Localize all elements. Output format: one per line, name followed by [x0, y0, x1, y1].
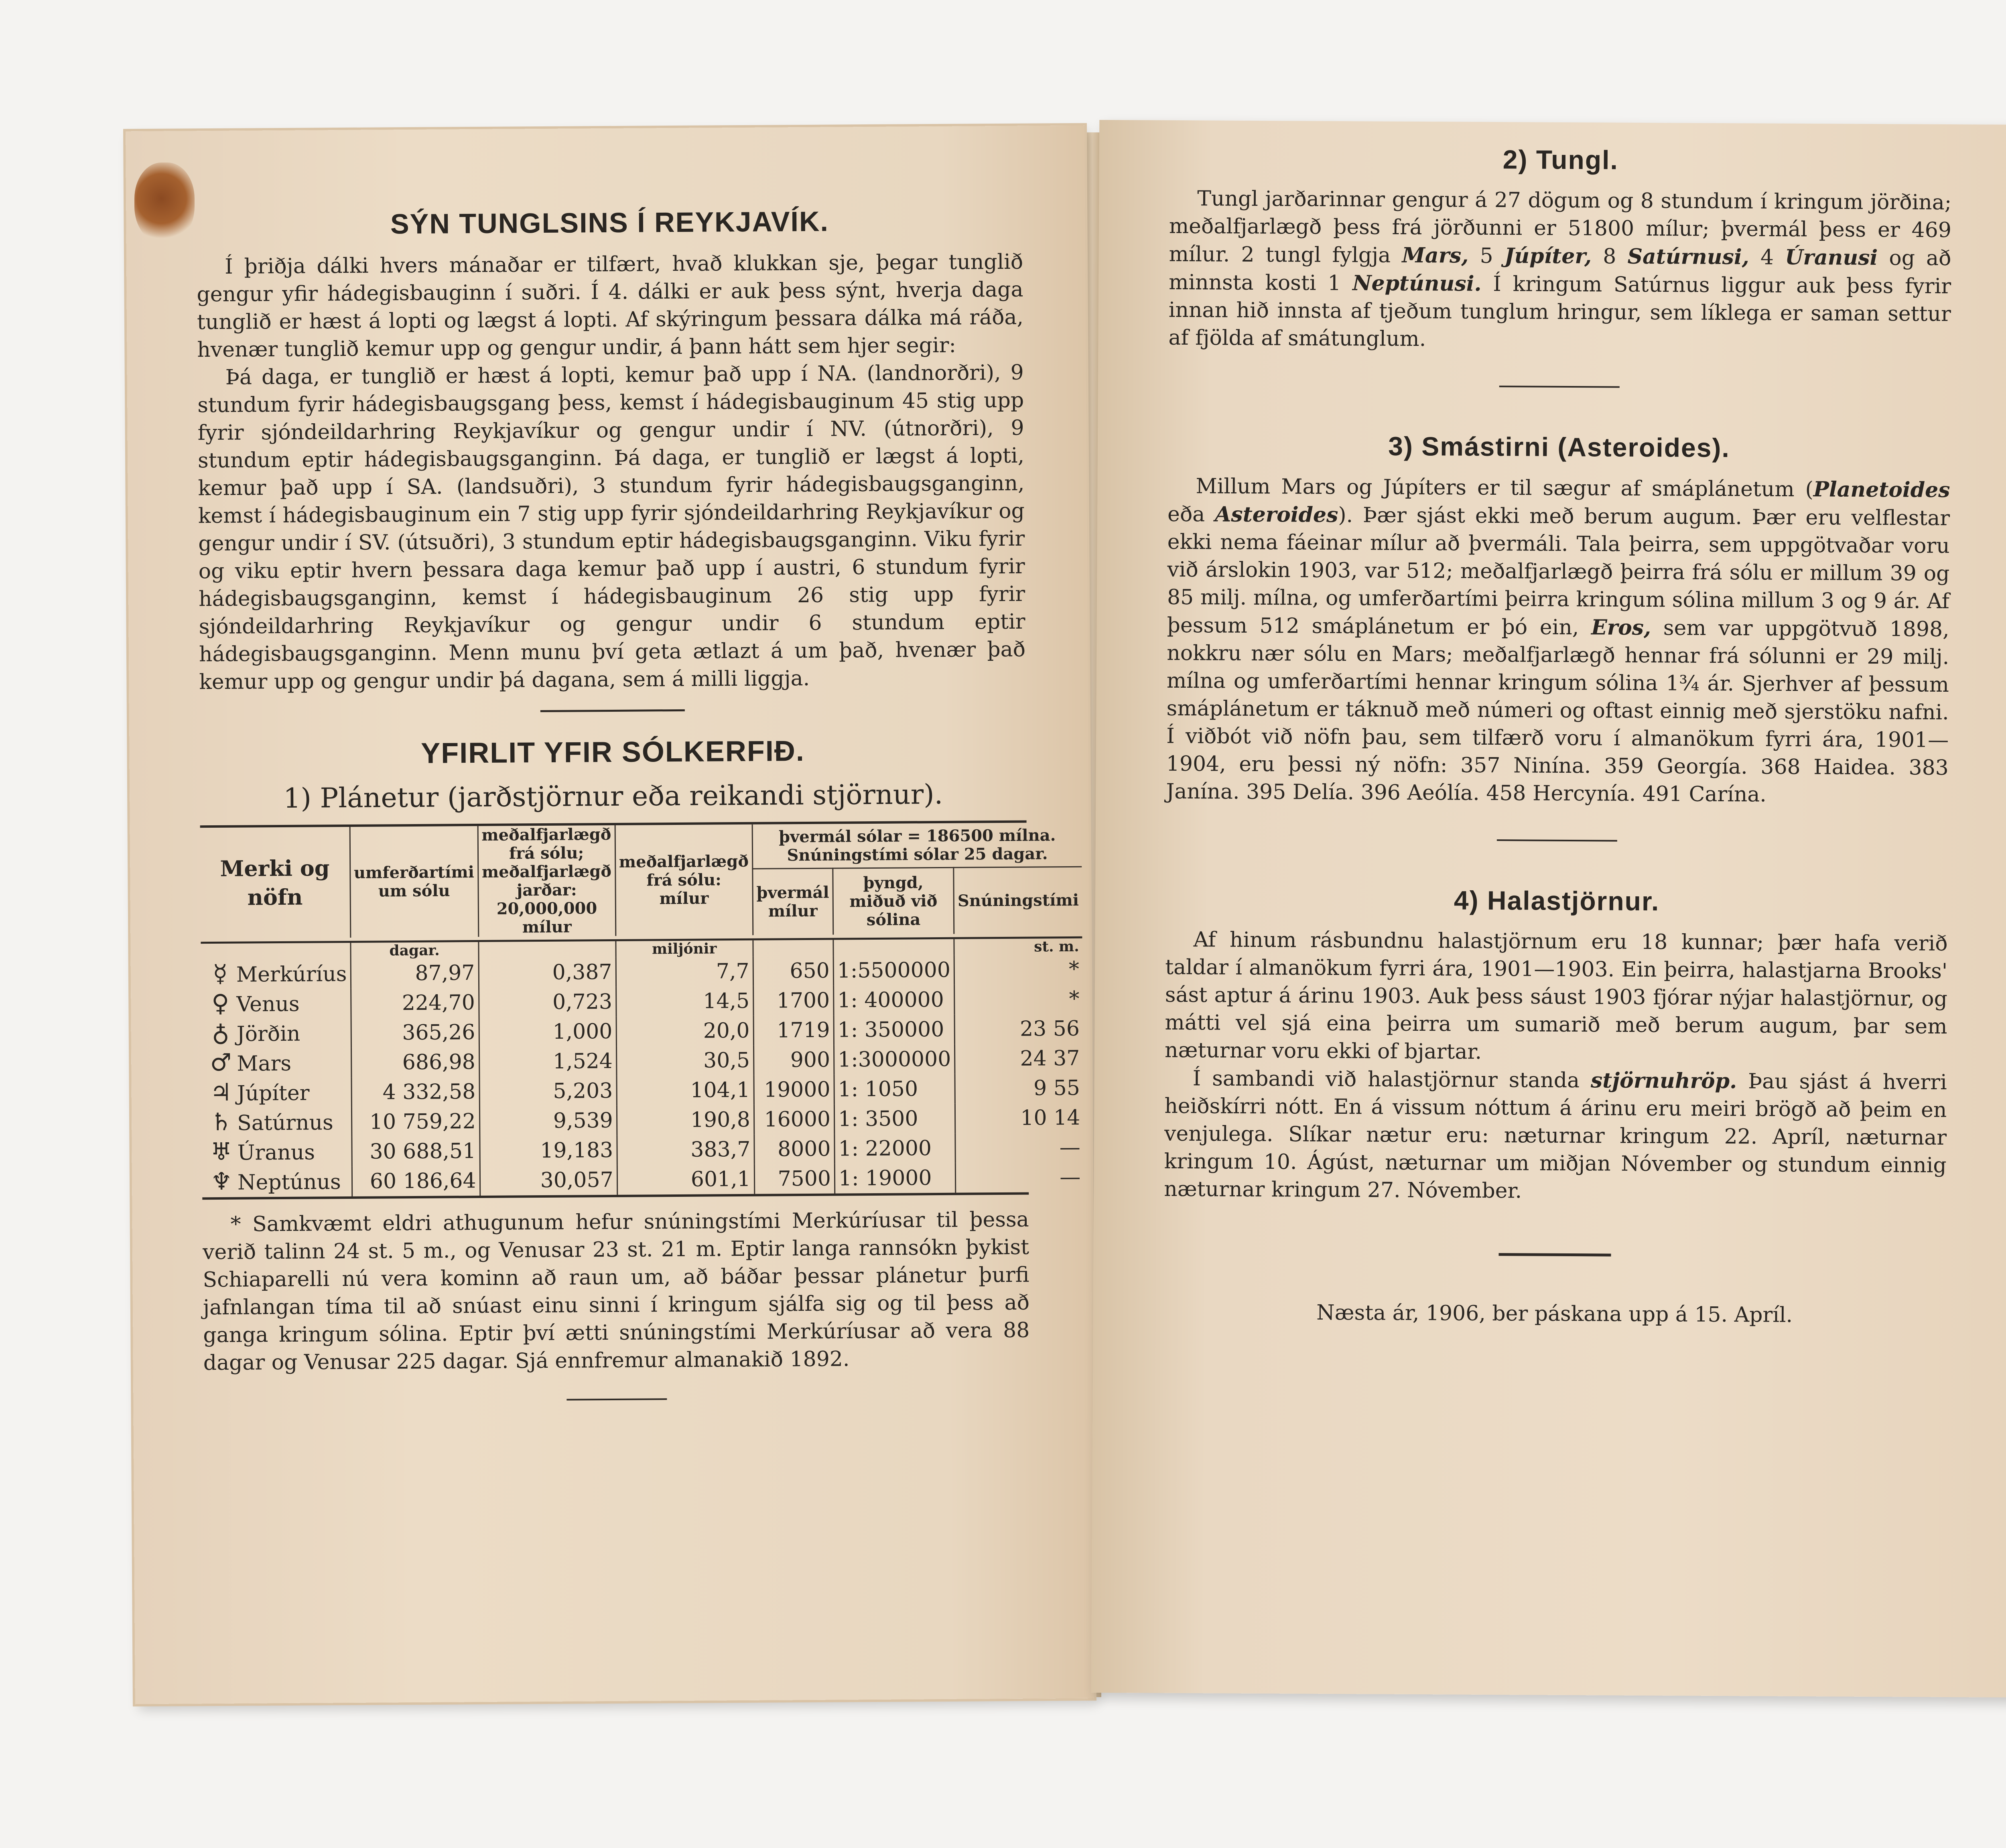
planet-symbol-icon: ♆ — [210, 1167, 233, 1196]
cell-distance: 19,183 — [479, 1135, 617, 1166]
planet-symbol-icon: ♁ — [211, 1019, 229, 1048]
table-row — [202, 1103, 1084, 1138]
header-name: Merki og nöfn — [220, 855, 330, 910]
rotation-footnote: * Samkvæmt eldri athugunum hefur snúningstími Merkúríusar til þessa verið talinn 24 st. 5 m., og Venusar 23 st. 21 m. Eptir langa rannsókn þykist Schiaparelli nú vera kominn að raun um, að báðar þessar plánetur þurfi jafnlangan tíma til að snúast einu sinni í kringum sjálfa sig og til þess að ganga kringum sólina. Eptir því ætti snúningstími Merkúríusar að vera 88 dagar og Venusar 225 dagar. Sjá ennfremur almanakið 1892. — [202, 1207, 1030, 1375]
header-mass: þyngd, miðuð við sólina — [833, 868, 954, 935]
section-divider — [1499, 386, 1620, 388]
cell-rotation: 10 14 — [955, 1103, 1084, 1133]
cell-period: 30 688,51 — [351, 1136, 479, 1167]
cell-period: 686,98 — [351, 1047, 479, 1078]
table-row — [201, 1014, 1083, 1049]
planets-subheading: 1) Plánetur (jarðstjörnur eða reikandi stjörnur). — [283, 778, 943, 814]
comets-heading: 4) Halastjörnur. — [1454, 885, 1660, 916]
header-period: umferðartími um sólu — [350, 826, 479, 938]
cell-distance: 1,000 — [479, 1017, 617, 1047]
cell-distance: 5,203 — [479, 1076, 617, 1107]
section-divider — [540, 709, 685, 712]
table-row — [201, 984, 1083, 1019]
cell-rotation: * — [954, 954, 1082, 985]
cell-diameter: 7500 — [754, 1164, 835, 1194]
header-mean-distance: meðalfjarlægð frá sólu: mílur — [615, 824, 753, 936]
cell-mass: 1:3000000 — [834, 1044, 955, 1075]
asteroids-paragraph: Millum Mars og Júpíters er til sægur af smáplánetum (Planetoides eða Asteroides). Þær sjást ekki með berum augum. Þær eru velflestar ekki nema fáeinar mílur að þvermáli. Tala þeirra, sem uppgötvaðar voru við árslokin 1903, var 512; meðalfjarlægð þeirra frá sólu er millum 39 og 85 milj. mílna, og umferðartími þeirra kringum sólina millum 3 og 9 ár. Af þessum 512 smáplánetum er þó ein, Eros, sem var uppgötvuð 1898, nokkru nær sólu en Mars; meðalfjarlægð hennar frá sólunni er 29 milj. mílna og umferðartími hennar kringum sólina 1¾ ár. Sjerhver af þessum smáplánetum er táknuð með númeri og oftast einnig með sjerstöku nafni. Í viðbót við nöfn þau, sem tilfærð voru í almanökum fyrri ára, 1901—1904, eru þessi ný nöfn: 357 Ninína. 359 Georgía. 368 Haidea. 383 Janína. 395 Delía. 396 Aeólía. 458 Hercynía. 491 Carína. — [1166, 474, 1950, 807]
easter-note: Næsta ár, 1906, ber páskana upp á 15. Apríl. — [1316, 1300, 1793, 1327]
cell-diameter: 1719 — [753, 1015, 834, 1046]
planet-name: Venus — [236, 992, 300, 1017]
cell-period: 224,70 — [351, 988, 479, 1018]
header-diameter: þvermál mílur — [753, 868, 833, 935]
cell-mass: 1:5500000 — [833, 955, 954, 986]
cell-mass: 1: 3500 — [834, 1104, 955, 1134]
left-page — [126, 126, 1094, 1704]
cell-mass: 1: 1050 — [834, 1074, 955, 1105]
table-row — [202, 1133, 1084, 1168]
cell-distance: 1,524 — [479, 1046, 617, 1077]
planet-name: Úranus — [237, 1140, 315, 1165]
cell-diameter: 19000 — [754, 1075, 834, 1105]
cell-diameter: 8000 — [754, 1134, 835, 1164]
planet-symbol-icon: ♂ — [210, 1048, 232, 1077]
planet-symbol-icon: ♀ — [211, 989, 229, 1018]
cell-diameter: 650 — [753, 956, 834, 986]
planet-symbol-icon: ♅ — [210, 1137, 232, 1166]
cell-distance: 9,539 — [479, 1106, 617, 1136]
planet-table — [200, 822, 1084, 1197]
cell-mass: 1: 350000 — [834, 1015, 955, 1045]
unit-rotation: st. m. — [954, 938, 1082, 955]
table-row — [202, 1162, 1084, 1197]
cell-period: 365,26 — [351, 1017, 479, 1048]
comets-paragraph: Af hinum rásbundnu halastjörnum eru 18 kunnar; þær hafa verið taldar í almanökum fyrri ára, 1901—1903. Ein þeirra, halastjarna Brooks' sást aptur á árinu 1903. Auk þess sáust 1903 fjórar nýjar halastjörnur, og mátti vel sjá eina þeirra um sumarið með berum augum, þar sem næturnar voru ekki of bjartar. — [1164, 928, 1948, 1064]
cell-mass: 1: 19000 — [834, 1163, 956, 1194]
cell-rotation: 23 56 — [954, 1014, 1083, 1044]
planet-symbol-icon: ♄ — [210, 1108, 232, 1137]
cell-period: 87,97 — [351, 958, 479, 989]
cell-mass: 1: 400000 — [833, 985, 954, 1015]
cell-rotation: 24 37 — [955, 1044, 1083, 1074]
cell-period: 4 332,58 — [351, 1077, 479, 1107]
cell-mean: 14,5 — [616, 986, 753, 1017]
cell-diameter: 16000 — [754, 1105, 834, 1135]
cell-distance: 0,387 — [479, 957, 616, 988]
planet-name: Satúrnus — [237, 1111, 333, 1135]
right-page — [1091, 120, 2006, 1698]
cell-rotation: 9 55 — [955, 1073, 1083, 1104]
cell-period: 60 186,64 — [352, 1166, 480, 1196]
moon-intro-paragraph: Í þriðja dálki hvers mánaðar er tilfært, hvað klukkan sje, þegar tunglið gengur yfir hádegisbauginn í suðri. Í 4. dálki er auk þess sýnt, hverja daga tunglið er hæst á lopti og lægst á lopti. Af skýringum þessara dálka má ráða, hvenær tunglið kemur upp og gengur undir, á þann hátt sem hjer segir: — [197, 250, 1024, 362]
page-end-divider — [566, 1398, 667, 1401]
cell-diameter: 1700 — [753, 986, 834, 1016]
cell-mass: 1: 22000 — [834, 1133, 956, 1164]
cell-mean: 7,7 — [616, 956, 753, 987]
cell-rotation: — — [955, 1162, 1084, 1193]
cell-rotation: — — [955, 1133, 1084, 1163]
planet-name: Jörðin — [236, 1021, 300, 1046]
header-sun-note: þvermál sólar = 186500 mílna. Snúningstími sólar 25 dagar. — [752, 822, 1082, 869]
planet-name: Mars — [237, 1051, 292, 1076]
moons-paragraph: Tungl jarðarinnar gengur á 27 dögum og 8 stundum í kringum jörðina; meðalfjarlægð þess frá jörðunni er 51800 mílur; þvermál þess er 469 mílur. 2 tungl fylgja Mars, 5 Júpíter, 8 Satúrnusi, 4 Úranusi og að minnsta kosti 1 Neptúnusi. Í kringum Satúrnus liggur auk þess fyrir innan hið innsta af tjeðum tunglum hringur, sem líklega er saman settur af fjölda af smátunglum. — [1168, 187, 1952, 351]
planet-symbol-icon: ☿ — [213, 959, 228, 988]
header-distance: meðalfjarlægð frá sólu; meðalfjarlægð jarðar: 20,000,000 mílur — [478, 825, 616, 937]
moon-visibility-heading: SÝN TUNGLSINS Í REYKJAVÍK. — [390, 205, 829, 240]
cell-mean: 601,1 — [617, 1164, 755, 1195]
section-divider — [1498, 1253, 1611, 1256]
header-rotation: Snúningstími — [954, 867, 1082, 934]
planet-name: Júpíter — [237, 1081, 310, 1106]
cell-mean: 20,0 — [616, 1016, 754, 1046]
table-row — [201, 954, 1083, 989]
cell-mean: 30,5 — [616, 1046, 754, 1076]
cell-distance: 0,723 — [479, 987, 616, 1017]
ink-stain — [134, 162, 195, 243]
cell-mean: 104,1 — [617, 1075, 754, 1106]
planet-name: Merkúríus — [236, 962, 347, 987]
unit-mean: miljónir — [616, 940, 753, 957]
planet-symbol-icon: ♃ — [210, 1078, 232, 1107]
meteors-paragraph: Í sambandi við halastjörnur standa stjörnuhröp. Þau sjást á hverri heiðskírri nótt. En á vissum nóttum á árinu eru meiri brögð að þeim en venjulega. Slíkar nætur eru: næturnar kringum 22. Apríl, næturnar kringum 10. Ágúst, næturnar um miðjan Nóvember og stundum einnig næturnar kringum 27. Nóvember. — [1164, 1066, 1947, 1203]
cell-mean: 383,7 — [617, 1135, 755, 1165]
table-row — [201, 1044, 1083, 1078]
planet-name: Neptúnus — [237, 1170, 341, 1195]
cell-distance: 30,057 — [480, 1165, 617, 1196]
moons-heading: 2) Tungl. — [1502, 144, 1618, 175]
table-row — [201, 1073, 1083, 1108]
unit-period: dagar. — [350, 942, 478, 959]
section-divider — [1497, 839, 1617, 842]
asteroids-heading: 3) Smástirni (Asteroides). — [1388, 431, 1730, 463]
moon-body-paragraph: Þá daga, er tunglið er hæst á lopti, kemur það upp í NA. (landnorðri), 9 stundum fyrir hádegisbaugsgang þess, kemst í hádegisbauginum 45 stig upp fyrir sjóndeildarhring Reykjavíkur og gengur undir í NV. (útnorðri), 9 stundum eptir hádegisbaugsganginn. Þá daga, er tunglið er lægst á lopti, kemur það upp í SA. (landsuðri), 3 stundum fyrir hádegisbaugsganginn, kemst í hádegisbauginum ein 7 stig upp fyrir sjóndeildarhring Reykjavíkur og gengur undir í SV. (útsuðri), 3 stundum eptir hádegisbaugsganginn. Viku fyrir og viku eptir hvern þessara daga kemur það upp í austri, 6 stundum fyrir hádegisbaugsganginn, kemst í hádegisbauginum 26 stig upp fyrir sjóndeildarhring Reykjavíkur og gengur undir 6 stundum eptir hádegisbaugsganginn. Menn munu því geta ætlazt á um það, hvenær það kemur upp og gengur undir þá dagana, sem á milli liggja. — [197, 360, 1026, 695]
cell-mean: 190,8 — [617, 1105, 754, 1135]
cell-rotation: * — [954, 984, 1083, 1015]
solar-system-heading: YFIRLIT YFIR SÓLKERFIÐ. — [420, 735, 805, 770]
cell-diameter: 900 — [753, 1045, 834, 1075]
cell-period: 10 759,22 — [351, 1107, 479, 1137]
